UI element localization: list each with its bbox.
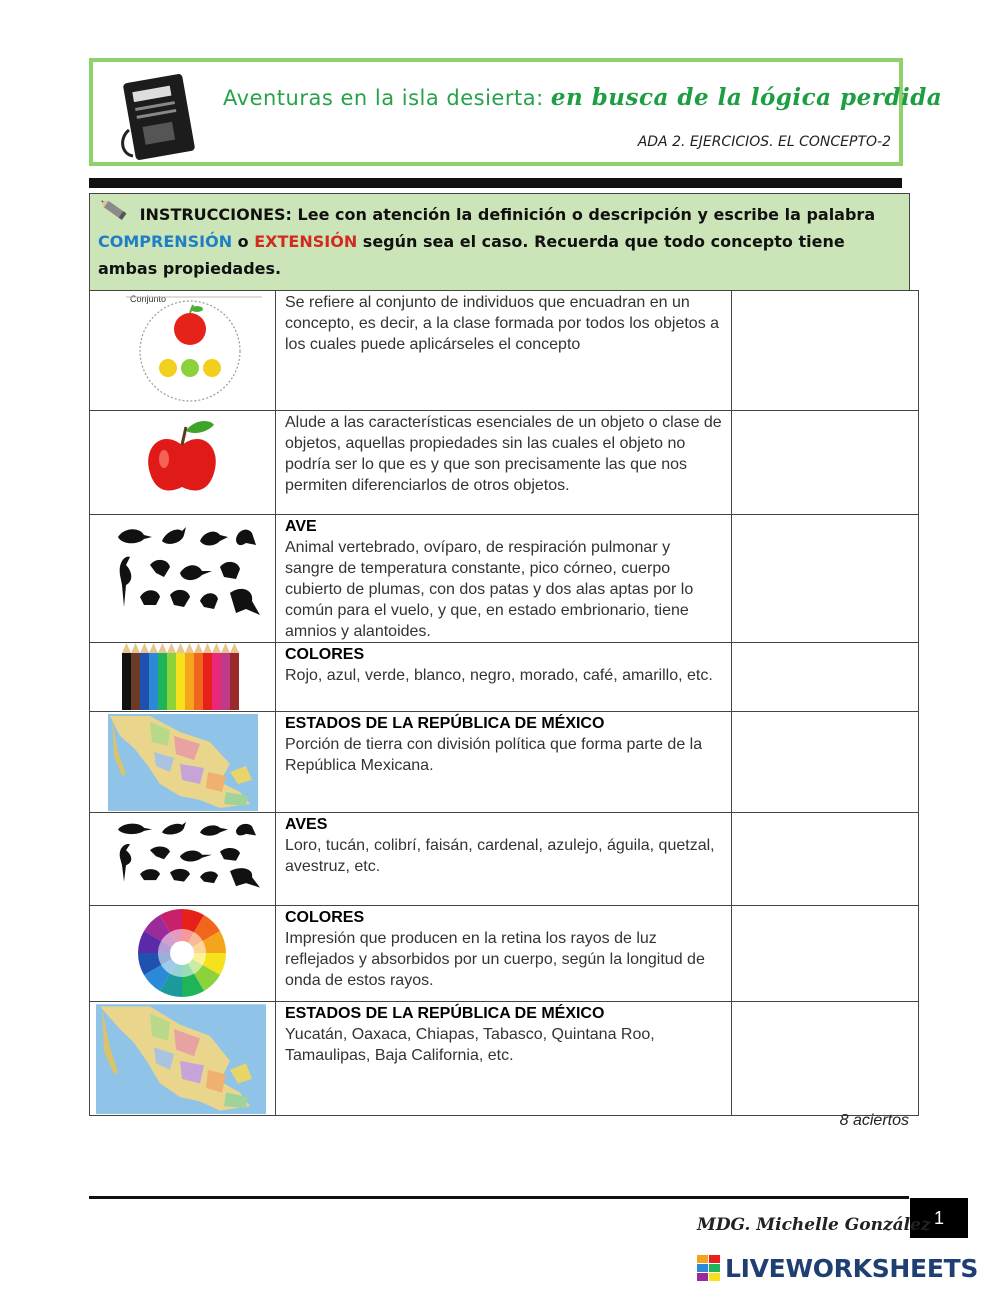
row-heading: COLORES [285, 909, 365, 926]
color-wheel-icon [90, 906, 275, 1000]
row-description: Alude a las características esenciales de un objeto o clase de objetos, aquellas propiedades sin las cuales el objeto no podría ser lo que es y que son precisamente las que nos permiten diferenciarlos de otros objetos. [285, 414, 722, 494]
row-image [90, 291, 276, 411]
mexico-map-icon [90, 1002, 275, 1114]
answer-cell[interactable] [732, 906, 919, 1002]
table-row [90, 291, 919, 411]
table-row [90, 1002, 919, 1116]
document-subtitle: ADA 2. EJERCICIOS. EL CONCEPTO-2 [637, 134, 891, 150]
instructions-or: o [232, 232, 255, 251]
instructions-box [89, 193, 910, 291]
row-image [90, 906, 276, 1002]
book-logo-icon [115, 72, 205, 162]
liveworksheets-brand[interactable] [697, 1254, 978, 1282]
mexico-map-icon [90, 712, 275, 811]
row-heading: ESTADOS DE LA REPÚBLICA DE MÉXICO [285, 1005, 605, 1022]
answer-cell[interactable] [732, 1002, 919, 1116]
concept-table [89, 290, 919, 1116]
row-text [276, 515, 732, 643]
colored-pencils-icon [90, 643, 275, 710]
table-row [90, 411, 919, 515]
row-text [276, 411, 732, 515]
row-image [90, 712, 276, 813]
row-image [90, 1002, 276, 1116]
row-description: Se refiere al conjunto de individuos que encuadran en un concepto, es decir, a la clase formada por todos los objetos a los cuales puede aplicárseles el concepto [285, 294, 720, 353]
page-number: 1 [910, 1198, 968, 1238]
row-text [276, 906, 732, 1002]
row-description: Animal vertebrado, ovíparo, de respiración pulmonar y sangre de temperatura constante, pico córneo, cuerpo cubierto de plumas, con dos patas y dos alas aptas por lo común para el vuelo, y que, en estado embrionario, tiene amnios y alantoides. [285, 539, 694, 640]
answer-cell[interactable] [732, 411, 919, 515]
row-description: Yucatán, Oaxaca, Chiapas, Tabasco, Quintana Roo, Tamaulipas, Baja California, etc. [285, 1026, 655, 1064]
answer-cell[interactable] [732, 643, 919, 712]
footer-divider [89, 1196, 909, 1199]
answer-cell[interactable] [732, 291, 919, 411]
row-heading: COLORES [285, 646, 365, 663]
birds-silhouettes-icon [90, 813, 275, 904]
row-text [276, 1002, 732, 1116]
birds-silhouettes-icon [90, 515, 275, 637]
instructions-text: INSTRUCCIONES: Lee con atención la definición o descripción y escribe la palabra [139, 205, 876, 224]
row-description: Loro, tucán, colibrí, faisán, cardenal, azulejo, águila, quetzal, avestruz, etc. [285, 837, 715, 875]
row-description: Porción de tierra con división política que forma parte de la República Mexicana. [285, 736, 703, 774]
row-heading: AVES [285, 816, 328, 833]
table-row [90, 643, 919, 712]
row-text [276, 813, 732, 906]
table-row [90, 813, 919, 906]
table-row [90, 515, 919, 643]
score-label: 8 aciertos [839, 1112, 909, 1129]
table-row [90, 906, 919, 1002]
extension-word: EXTENSIÓN [254, 232, 358, 251]
liveworksheets-text: LIVEWORKSHEETS [725, 1253, 979, 1283]
row-image [90, 411, 276, 515]
row-text [276, 291, 732, 411]
row-heading: AVE [285, 518, 317, 535]
liveworksheets-logo-icon [697, 1255, 721, 1281]
answer-cell[interactable] [732, 813, 919, 906]
comprension-word: COMPRENSIÓN [98, 232, 233, 251]
author-signature: MDG. Michelle González [697, 1215, 931, 1235]
header-box [89, 58, 943, 166]
answer-cell[interactable] [732, 515, 919, 643]
title-plain: Aventuras en la isla desierta: [223, 86, 551, 110]
table-row [90, 712, 919, 813]
set-label: Conjunto [130, 294, 167, 304]
title-bold: en busca de la lógica perdida [550, 84, 943, 111]
row-image [90, 813, 276, 906]
divider-bar [89, 178, 902, 188]
answer-cell[interactable] [732, 712, 919, 813]
row-text [276, 712, 732, 813]
row-image [90, 643, 276, 712]
document-title [223, 84, 942, 111]
instructions-text-2: según sea el caso. Recuerda que todo concepto tiene ambas propiedades. [98, 232, 845, 278]
row-description: Rojo, azul, verde, blanco, negro, morado, café, amarillo, etc. [285, 667, 713, 684]
pencil-icon [98, 200, 134, 222]
row-heading: ESTADOS DE LA REPÚBLICA DE MÉXICO [285, 715, 605, 732]
row-image [90, 515, 276, 643]
red-apple-icon [90, 411, 275, 513]
apple-set-icon [90, 291, 275, 409]
row-description: Impresión que producen en la retina los rayos de luz reflejados y absorbidos por un cuerpo, según la longitud de onda de estos rayos. [285, 930, 705, 989]
row-text [276, 643, 732, 712]
